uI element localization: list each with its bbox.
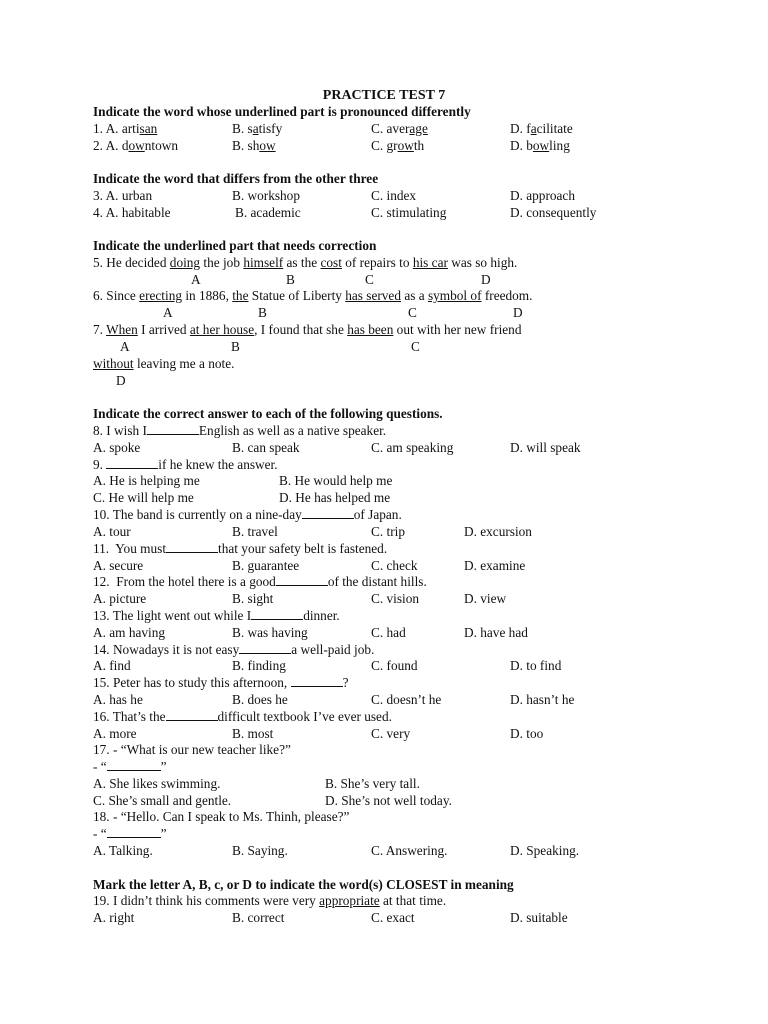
question-1: 1. A. artisan B. satisfy C. average D. facilitate — [93, 121, 573, 136]
section-heading-multiple-choice: Indicate the correct answer to each of the following questions. — [93, 406, 443, 421]
question-11-stem: 11. You must that your safety belt is fastened. — [93, 541, 388, 556]
question-16-options: A. more B. most C. very D. too — [93, 726, 544, 741]
question-10-options: A. tour B. travel C. trip D. excursion — [93, 524, 532, 539]
question-14-stem: 14. Nowadays it is not easy a well-paid job. — [93, 642, 375, 657]
question-2: 2. A. downtown B. show C. growth D. bowling — [93, 138, 570, 153]
question-12-options: A. picture B. sight C. vision D. view — [93, 591, 507, 606]
question-19-options: A. right B. correct C. exact D. suitable — [93, 910, 568, 925]
question-6: 6. Since erecting in 1886, the Statue of Liberty has served as a symbol of freedom. — [93, 288, 533, 303]
question-3: 3. A. urban B. workshop C. index D. approach — [93, 188, 575, 203]
question-16-stem: 16. That’s the difficult textbook I’ve ever used. — [93, 709, 392, 724]
question-17-options-row-2: C. She’s small and gentle. D. She’s not well today. — [93, 793, 452, 808]
section-heading-closest-meaning: Mark the letter A, B, c, or D to indicate the word(s) CLOSEST in meaning — [93, 877, 514, 892]
question-5: 5. He decided doing the job himself as the cost of repairs to his car was so high. — [93, 255, 518, 270]
question-7: 7. When I arrived at her house, I found that she has been out with her new friend — [93, 322, 522, 337]
question-14-options: A. find B. finding C. found D. to find — [93, 658, 562, 673]
question-4: 4. A. habitable B. academic C. stimulating D. consequently — [93, 205, 597, 220]
question-15-stem: 15. Peter has to study this afternoon, ? — [93, 675, 349, 690]
question-9-options-row-1: A. He is helping me B. He would help me — [93, 473, 393, 488]
question-17-stem: 17. - “What is our new teacher like?” — [93, 742, 291, 757]
section-heading-pronunciation: Indicate the word whose underlined part is pronounced differently — [93, 104, 471, 119]
question-18-stem: 18. - “Hello. Can I speak to Ms. Thinh, please?” — [93, 809, 350, 824]
page-title: PRACTICE TEST 7 — [322, 88, 446, 103]
question-10-stem: 10. The band is currently on a nine-day of Japan. — [93, 507, 402, 522]
question-8-stem: 8. I wish I English as well as a native speaker. — [93, 423, 387, 438]
question-17-options-row-1: A. She likes swimming. B. She’s very tall. — [93, 776, 420, 791]
question-13-options: A. am having B. was having C. had D. have had — [93, 625, 528, 640]
question-6-letters: A B C D — [163, 305, 523, 320]
question-9-stem: 9. if he knew the answer. — [93, 457, 278, 472]
question-18-response: - “ ” — [93, 826, 167, 841]
question-7-continued: without leaving me a note. — [93, 356, 235, 371]
question-13-stem: 13. The light went out while I dinner. — [93, 608, 340, 623]
question-18-options: A. Talking. B. Saying. C. Answering. D. Speaking. — [93, 843, 580, 858]
section-heading-error-correction: Indicate the underlined part that needs correction — [93, 238, 377, 253]
question-15-options: A. has he B. does he C. doesn’t he D. hasn’t he — [93, 692, 575, 707]
question-12-stem: 12. From the hotel there is a good of the distant hills. — [93, 574, 427, 589]
question-8-options: A. spoke B. can speak C. am speaking D. will speak — [93, 440, 581, 455]
question-5-letters: A B C D — [191, 272, 491, 287]
section-heading-odd-one-out: Indicate the word that differs from the other three — [93, 171, 379, 186]
question-7-letters: A B C — [120, 339, 420, 354]
question-7-letter-d: D — [116, 373, 126, 388]
question-11-options: A. secure B. guarantee C. check D. examine — [93, 558, 526, 573]
question-19-stem: 19. I didn’t think his comments were very appropriate at that time. — [93, 893, 447, 908]
question-17-response: - “ ” — [93, 759, 167, 774]
question-9-options-row-2: C. He will help me D. He has helped me — [93, 490, 391, 505]
